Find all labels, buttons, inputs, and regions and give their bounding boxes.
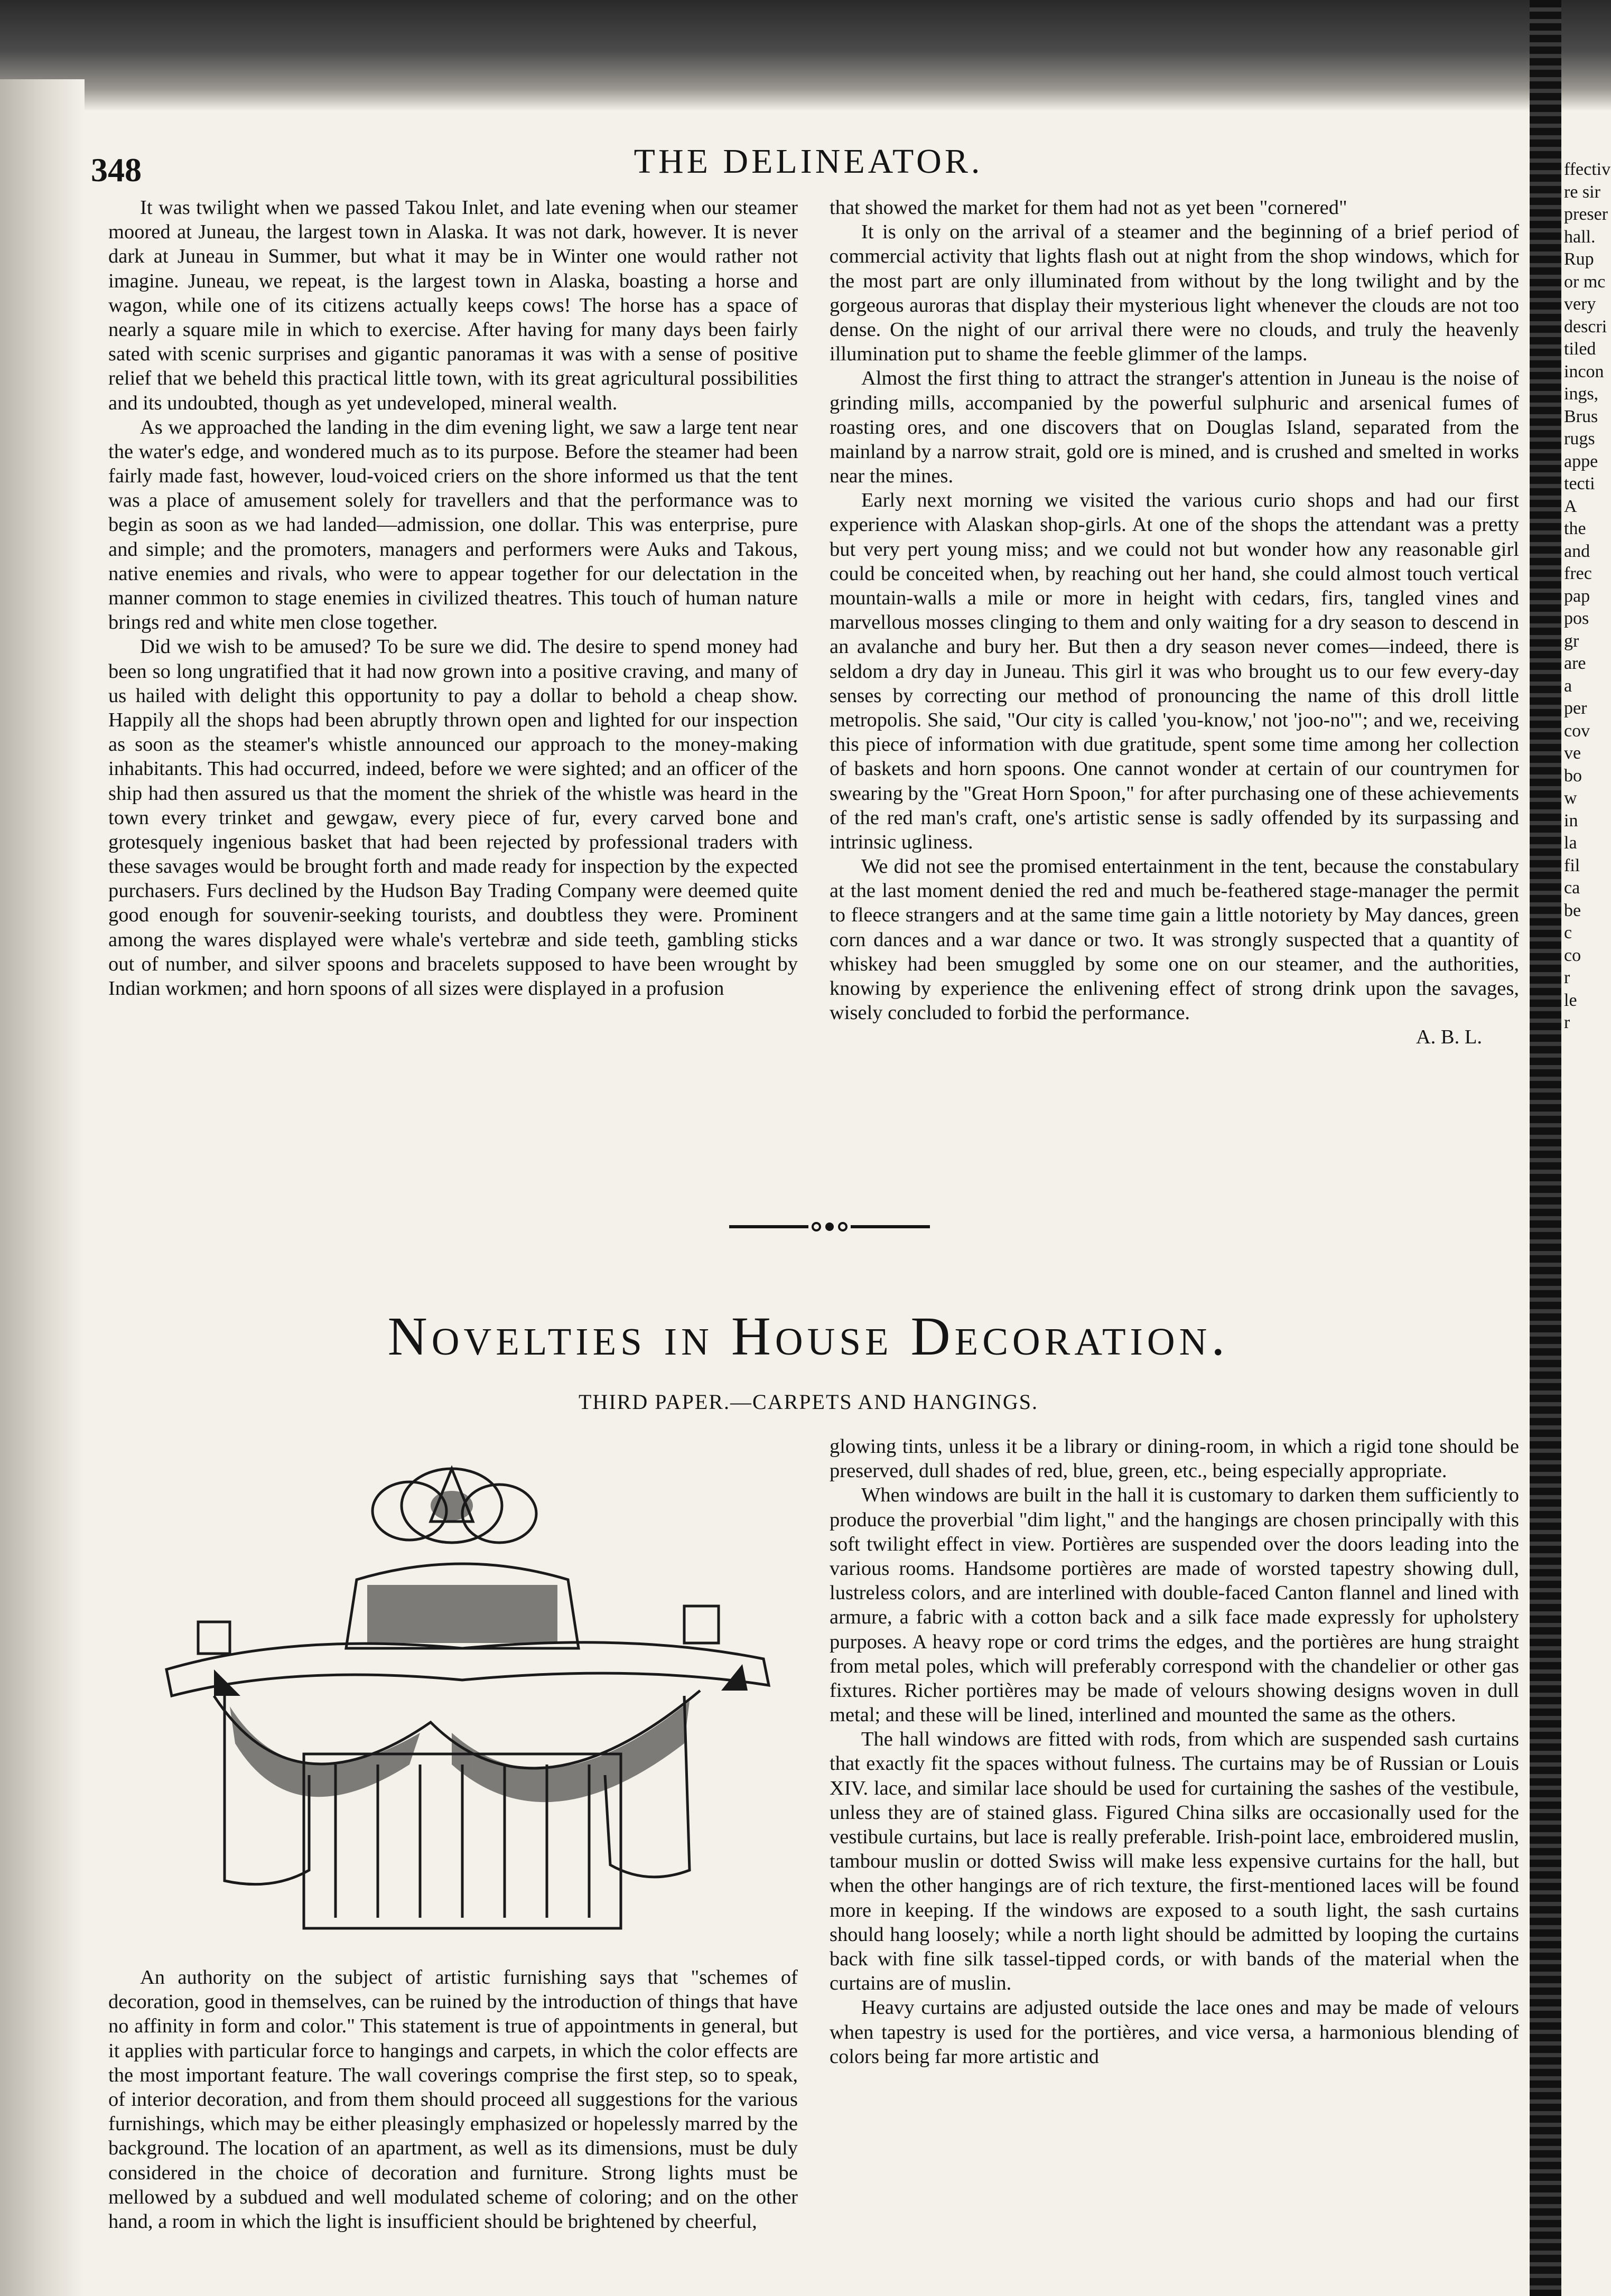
paragraph: We did not see the promised entertainment in the tent, because the constabulary at the last moment denied the red and much be-feathered stage-manager the permit to fleece strangers and at the same time gain a little notoriety by May dances, green corn dances and a war dance or two. It was strongly suspected that a quantity of whiskey had been smuggled by some one on our steamer, and the authorities, knowing by experience the enlivening effect of strong drink upon the savages, wisely concluded to forbid the performance.	[830, 855, 1519, 1024]
margin-fragment-line: frec	[1564, 564, 1592, 583]
paragraph: As we approached the landing in the dim evening light, we saw a large tent near the water's edge, and wondered much as to its purpose. Before the steamer had been fairly made fast, however, loud-voiced criers on the shore informed us that the tent was a place of amusement solely for travellers and that the performance was to begin as soon as we had landed—admission, one dollar. This was enterprise, pure and simple; and the promoters, managers and performers were Auks and Takous, native enemies and rivals, who were to appear together for our delectation in the manner common to stage enemies in civilized theatres. This touch of human nature brings red and white men close together.	[108, 416, 798, 634]
book-spine	[1530, 0, 1561, 2296]
margin-fragment-line: ffectiv	[1564, 160, 1611, 179]
margin-fragment-line: r	[1564, 1013, 1570, 1032]
margin-fragment-line: per	[1564, 698, 1587, 718]
margin-fragment-line: co	[1564, 945, 1581, 965]
paragraph: Did we wish to be amused? To be sure we did. The desire to spend money had been so long ungratified that it had now grown into a positive craving, and many of us hailed with delight this opportunity to pay a dollar to behold a cheap show. Happily all the shops had been abruptly thrown open and lighted for our inspection as soon as the steamer's whistle announced our approach to the money-making inhabitants. This had occurred, indeed, before we were sighted; and an officer of the ship had then assured us that the moment the shriek of the whistle was heard in the town every trinket and gewgaw, every piece of fur, every carved bone and grotesquely ingenious basket that had been rejected by professional traders with these savages would be brought forth and made ready for inspection by the expected purchasers. Furs declined by the Hudson Bay Trading Company were deemed quite good enough for souvenir-seeking tourists, and doubtless they were. Prominent among the wares displayed were whale's vertebræ and side teeth, gambling sticks out of number, and silver spoons and bracelets supposed to have been wrought by Indian workmen; and horn spoons of all sizes were displayed in a profusion	[108, 636, 798, 1000]
margin-fragment-line: Rup	[1564, 249, 1594, 269]
margin-fragment-line: gr	[1564, 631, 1579, 651]
margin-fragment-line: ings,	[1564, 384, 1599, 404]
margin-fragment-line: in	[1564, 810, 1578, 830]
margin-fragment-line: pap	[1564, 586, 1590, 606]
margin-fragment-line: cov	[1564, 721, 1590, 741]
margin-fragment-line: a	[1564, 676, 1572, 696]
margin-fragment-line: hall.	[1564, 227, 1596, 247]
section-divider-ornament	[729, 1220, 930, 1233]
margin-fragment-line: incon	[1564, 361, 1604, 381]
paragraph: An authority on the subject of artistic furnishing says that "schemes of decoration, good in themselves, can be ruined by the introduction of things that have no affinity in form and color." This statement is true of appointments in general, but it applies with particular force to hangings and carpets, in which the color effects are the most important feature. The wall coverings comprise the first step, so to speak, of interior decoration, and from them should proceed all suggestions for the various furnishings, which may be either pleasingly emphasized or hopelessly marred by the background. The location of an apartment, as well as its dimensions, must be duly considered in the choice of decoration and furniture. Strong lights must be mellowed by a subdued and well modulated scheme of coloring; and on the other hand, a room in which the light is insufficient should be brightened by cheerful,	[108, 1966, 798, 2233]
margin-fragment-line: tecti	[1564, 474, 1595, 493]
scan-left-page-edge	[0, 79, 85, 2296]
margin-fragment-line: are	[1564, 654, 1586, 673]
margin-fragment-line: rugs	[1564, 429, 1595, 449]
margin-fragment-line: tiled	[1564, 339, 1596, 359]
paragraph: Almost the first thing to attract the stranger's attention in Juneau is the noise of grinding mills, accompanied by the powerful sulphuric and arsenical fumes of roasting ores, and one discovers that on Douglas Island, separated from the mainland by a narrow strait, gold ore is mined, and is crushed and smelted in works near the mines.	[830, 367, 1519, 488]
margin-fragment-line: appe	[1564, 451, 1598, 471]
margin-fragment-line: preser	[1564, 204, 1608, 224]
margin-fragment-line: be	[1564, 900, 1581, 920]
paragraph: The hall windows are fitted with rods, from which are suspended sash curtains that exactly fit the spaces without fulness. The curtains may be of Russian or Louis XIV. lace, and similar lace should be used for curtaining the sashes of the vestibule, unless they are of stained glass. Figured China silks are occasionally used for the vestibule curtains, but lace is really preferable. Irish-point lace, embroidered muslin, tambour muslin or dotted Swiss will make less expensive curtains for the hall, but when the other hangings are of rich texture, the first-mentioned laces will be found more in keeping. If the windows are exposed to a south light, the sash curtains should hang loosely; while a north light should be admitted by looping the curtains back with fine silk tassel-tipped cords, or with bands of the material when the curtains are of muslin.	[830, 1728, 1519, 1995]
paragraph: When windows are built in the hall it is customary to darken them sufficiently to produce the proverbial "dim light," and the hangings are chosen principally with this soft twilight effect in view. Portières are suspended over the doors leading into the various rooms. Handsome portières are made of worsted tapestry showing dull, lustreless colors, and are interlined with double-faced Canton flannel and lined with armure, a fabric with a cotton back and a silk face made expressly for upholstery purposes. A heavy rope or cord trims the edges, and the portières are hung straight from metal poles, which will preferably correspond with the chandelier or other gas fixtures. Richer portières may be made of velours showing designs woven in dull metal; and these will be lined, interlined and mounted the same as the others.	[830, 1484, 1519, 1726]
article2-left-column	[108, 1965, 798, 2234]
margin-fragment-line: c	[1564, 923, 1572, 942]
margin-fragment-line: bo	[1564, 766, 1582, 786]
margin-fragment-line: re sir	[1564, 182, 1600, 202]
margin-fragment-line: ca	[1564, 878, 1580, 898]
margin-fragment-line: fil	[1564, 855, 1580, 875]
page-number: 348	[91, 151, 142, 189]
margin-fragment-line: r	[1564, 968, 1570, 987]
margin-fragment-line: pos	[1564, 609, 1589, 628]
article1-right-column	[830, 195, 1519, 1050]
mantel-drapery-illustration	[135, 1448, 795, 1949]
margin-fragment-line: la	[1564, 833, 1577, 853]
margin-fragment-line: and	[1564, 541, 1590, 561]
paragraph: that showed the market for them had not as yet been "cornered"	[830, 197, 1347, 219]
margin-fragment-line: w	[1564, 788, 1577, 808]
margin-fragment-line: descri	[1564, 316, 1607, 337]
margin-fragment-line: ve	[1564, 743, 1581, 763]
paragraph: Early next morning we visited the various curio shops and had our first experience with Alaskan shop-girls. At one of the shops the attendant was a pretty but very pert young miss; and we could not but wonder how any reasonable girl could be conceited when, by reaching out her hand, she could almost touch vertical mountain-walls a mile or more in height with cedars, firs, tangled vines and marvellous mosses clinging to them and only waiting for a dry season to descend in an avalanche and bury her. But then a dry season never comes—indeed, there is seldom a dry day in Juneau. This girl it was who brought us to our few every-day senses by correcting our method of pronouncing the name of this droll little metropolis. She said, "Our city is called 'you-know,' not 'joo-no'"; and we, receiving this piece of information with due gratitude, spent some time among her collection of baskets and horn spoons. One cannot wonder at certain of our countrymen for swearing by the "Great Horn Spoon," for after purchasing one of these achievements of the red man's craft, one's artistic sense is sadly offended by its surpassing and intrinsic ugliness.	[830, 489, 1519, 853]
author-signature: A. B. L.	[1416, 1026, 1482, 1049]
margin-fragment-line: le	[1564, 990, 1577, 1010]
margin-fragment-line: A	[1564, 496, 1577, 516]
paragraph: It was twilight when we passed Takou Inlet, and late evening when our steamer moored at Juneau, the largest town in Alaska. It was not dark, however. It is never dark at Juneau in Summer, but what it may be in Winter one would rather not imagine. Juneau, we repeat, is the largest town in Alaska, boasting a horse and wagon, while one of its citizens actually keeps cows! The horse has a space of nearly a square mile in which to exercise. After having for many days been fairly sated with scenic surprises and gigantic panoramas it was with a sense of positive relief that we beheld this practical little town, with its great agricultural possibilities and its undoubted, though as yet undeveloped, mineral wealth.	[108, 197, 798, 414]
adjacent-page-text-fragments	[1564, 158, 1611, 1034]
margin-fragment-line: very	[1564, 294, 1596, 314]
scan-dark-top-edge	[0, 0, 1611, 111]
article1-left-column	[108, 195, 798, 1001]
running-title: THE DELINEATOR.	[634, 142, 983, 181]
paragraph: glowing tints, unless it be a library or dining-room, in which a rigid tone should be preserved, dull shades of red, blue, green, etc., being especially appropriate.	[830, 1435, 1519, 1482]
article2-right-column	[830, 1434, 1519, 2069]
margin-fragment-line: Brus	[1564, 406, 1598, 426]
margin-fragment-line: or mc	[1564, 272, 1606, 292]
magazine-page	[90, 95, 1527, 2282]
margin-fragment-line: the	[1564, 519, 1586, 538]
paragraph: It is only on the arrival of a steamer and the beginning of a brief period of commercial activity that lights flash out at night from the shop windows, which for the most part are only illuminated from without by the long twilight and by the gorgeous auroras that display their mysterious light whenever the clouds are not too dense. On the night of our arrival there were no clouds, and truly the heavenly illumination put to shame the feeble glimmer of the lamps.	[830, 221, 1519, 366]
article-subtitle: THIRD PAPER.—CARPETS AND HANGINGS.	[579, 1390, 1038, 1414]
article-title: Novelties in House Decoration.	[387, 1306, 1230, 1367]
paragraph: Heavy curtains are adjusted outside the lace ones and may be made of velours when tapestry is used for the portières, and vice versa, a harmonious blending of colors being far more artistic and	[830, 1996, 1519, 2068]
